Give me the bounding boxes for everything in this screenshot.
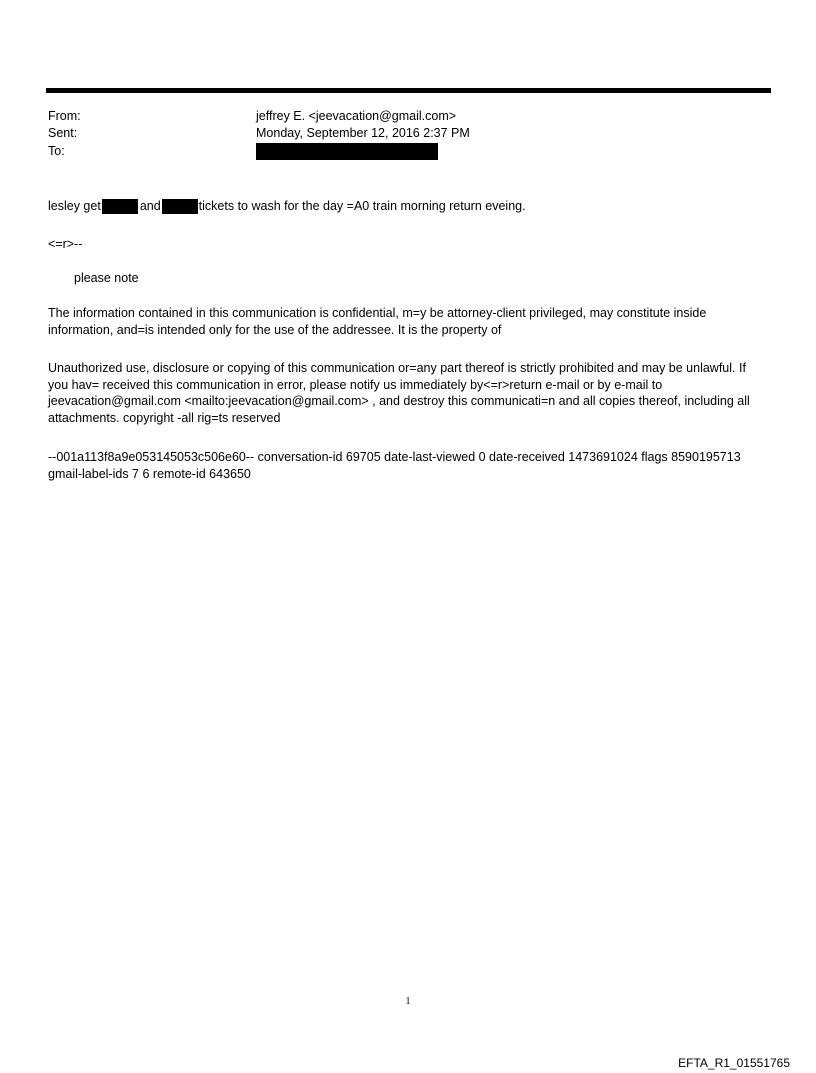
message-text-part: lesley get <box>48 199 101 213</box>
bates-number: EFTA_R1_01551765 <box>678 1056 790 1070</box>
message-line <box>48 198 748 215</box>
sent-value: Monday, September 12, 2016 2:37 PM <box>256 126 470 140</box>
from-label: From: <box>48 109 81 123</box>
message-text-part: and <box>139 199 161 213</box>
redaction-box <box>256 143 438 160</box>
redaction-box <box>162 199 198 214</box>
to-label: To: <box>48 144 65 158</box>
metadata-paragraph: --001a113f8a9e053145053c506e60-- conversation-id 69705 date-last-viewed 0 date-received 1473691024 flags 8590195713 gmail-label-ids 7 6 remote-id 643650 <box>48 450 741 481</box>
redaction-box <box>102 199 138 214</box>
please-note: please note <box>74 271 139 285</box>
unauthorized-use-paragraph: Unauthorized use, disclosure or copying of this communication or=any part thereof is strictly prohibited and may be unlawful. If you hav= received this communication in error, please notify us immediately by<=r>return e-mail or by e-mail to jeevacation@gmail.com <mailto:jeevacation@gmail.com> , and destroy this communicati=n and all copies thereof, including all attachments. copyright -all rig=ts reserved <box>48 361 750 425</box>
signature-marker: <=r>-- <box>48 237 83 251</box>
from-value: jeffrey E. <jeevacation@gmail.com> <box>256 109 457 123</box>
sent-label: Sent: <box>48 126 78 140</box>
header-rule <box>46 88 771 93</box>
message-text-part: tickets to wash for the day =A0 train morning return eveing. <box>198 199 526 213</box>
confidentiality-paragraph: The information contained in this communication is confidential, m=y be attorney-client privileged, may constitute inside information, and=is intended only for the use of the addressee. It is the property of <box>48 306 707 337</box>
page-number: 1 <box>405 996 411 1007</box>
to-value <box>256 143 438 160</box>
